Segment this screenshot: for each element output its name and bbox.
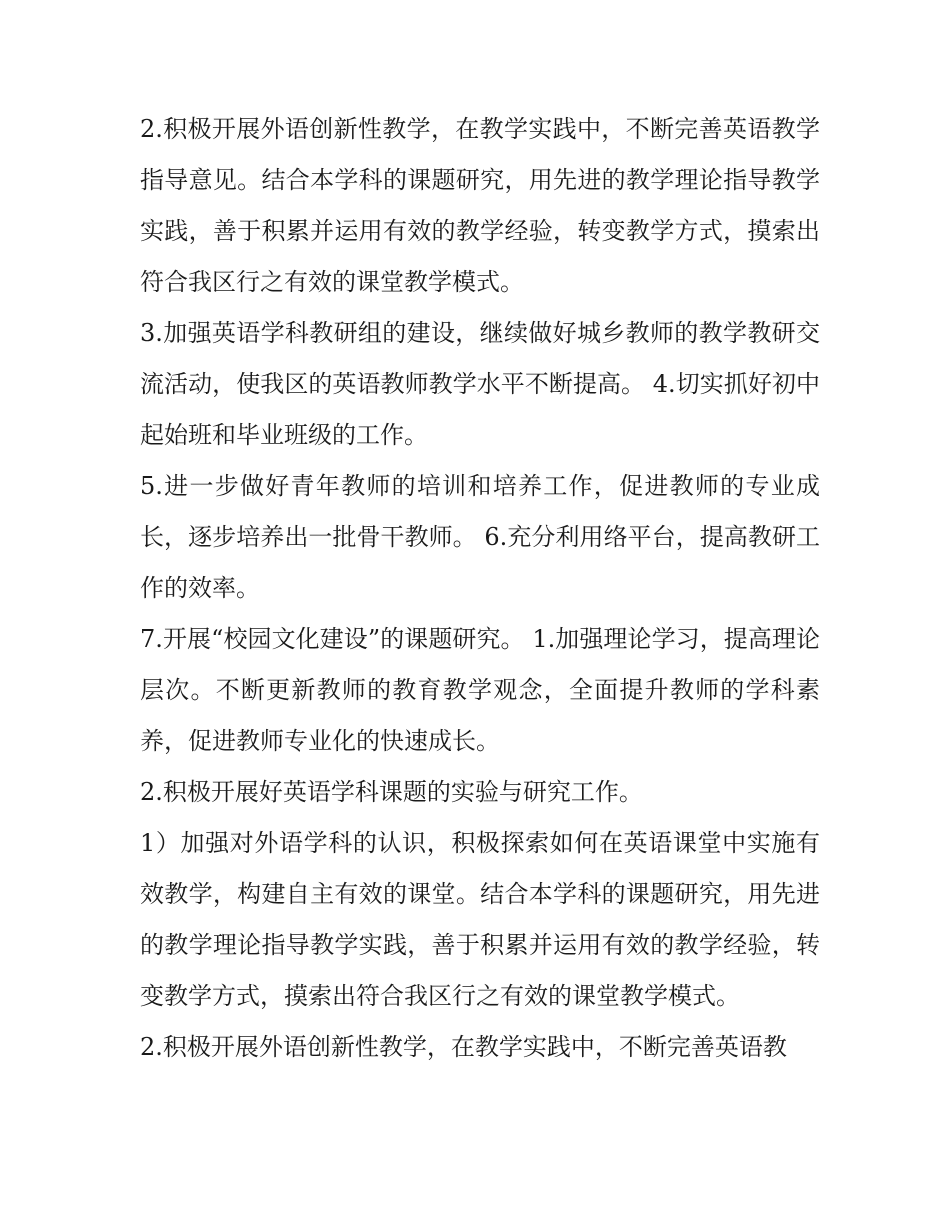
paragraph-4: 7.开展“校园文化建设”的课题研究。 1.加强理论学习，提高理论层次。不断更新教师的教育教学观念，全面提升教师的学科素养，促进教师专业化的快速成长。: [140, 625, 820, 755]
paragraph-6: 1）加强对外语学科的认识，积极探索如何在英语课堂中实施有效教学，构建自主有效的课堂。结合本学科的课题研究，用先进的教学理论指导教学实践，善于积累并运用有效的教学经验，转变教学方式，摸索出符合我区行之有效的课堂教学模式。: [140, 829, 820, 1010]
paragraph-3: 5.进一步做好青年教师的培训和培养工作，促进教师的专业成长，逐步培养出一批骨干教师。 6.充分利用络平台，提高教研工作的效率。: [140, 472, 820, 602]
paragraph-5: 2.积极开展好英语学科课题的实验与研究工作。: [140, 778, 643, 806]
paragraph-1: 2.积极开展外语创新性教学，在教学实践中，不断完善英语教学指导意见。结合本学科的课题研究，用先进的教学理论指导教学实践，善于积累并运用有效的教学经验，转变教学方式，摸索出符合我区行之有效的课堂教学模式。: [140, 115, 820, 296]
paragraph-7: 2.积极开展外语创新性教学，在教学实践中，不断完善英语教: [140, 1033, 787, 1061]
document-body: [140, 104, 820, 1073]
paragraph-2: 3.加强英语学科教研组的建设，继续做好城乡教师的教学教研交流活动，使我区的英语教师教学水平不断提高。 4.切实抓好初中起始班和毕业班级的工作。: [140, 319, 820, 449]
